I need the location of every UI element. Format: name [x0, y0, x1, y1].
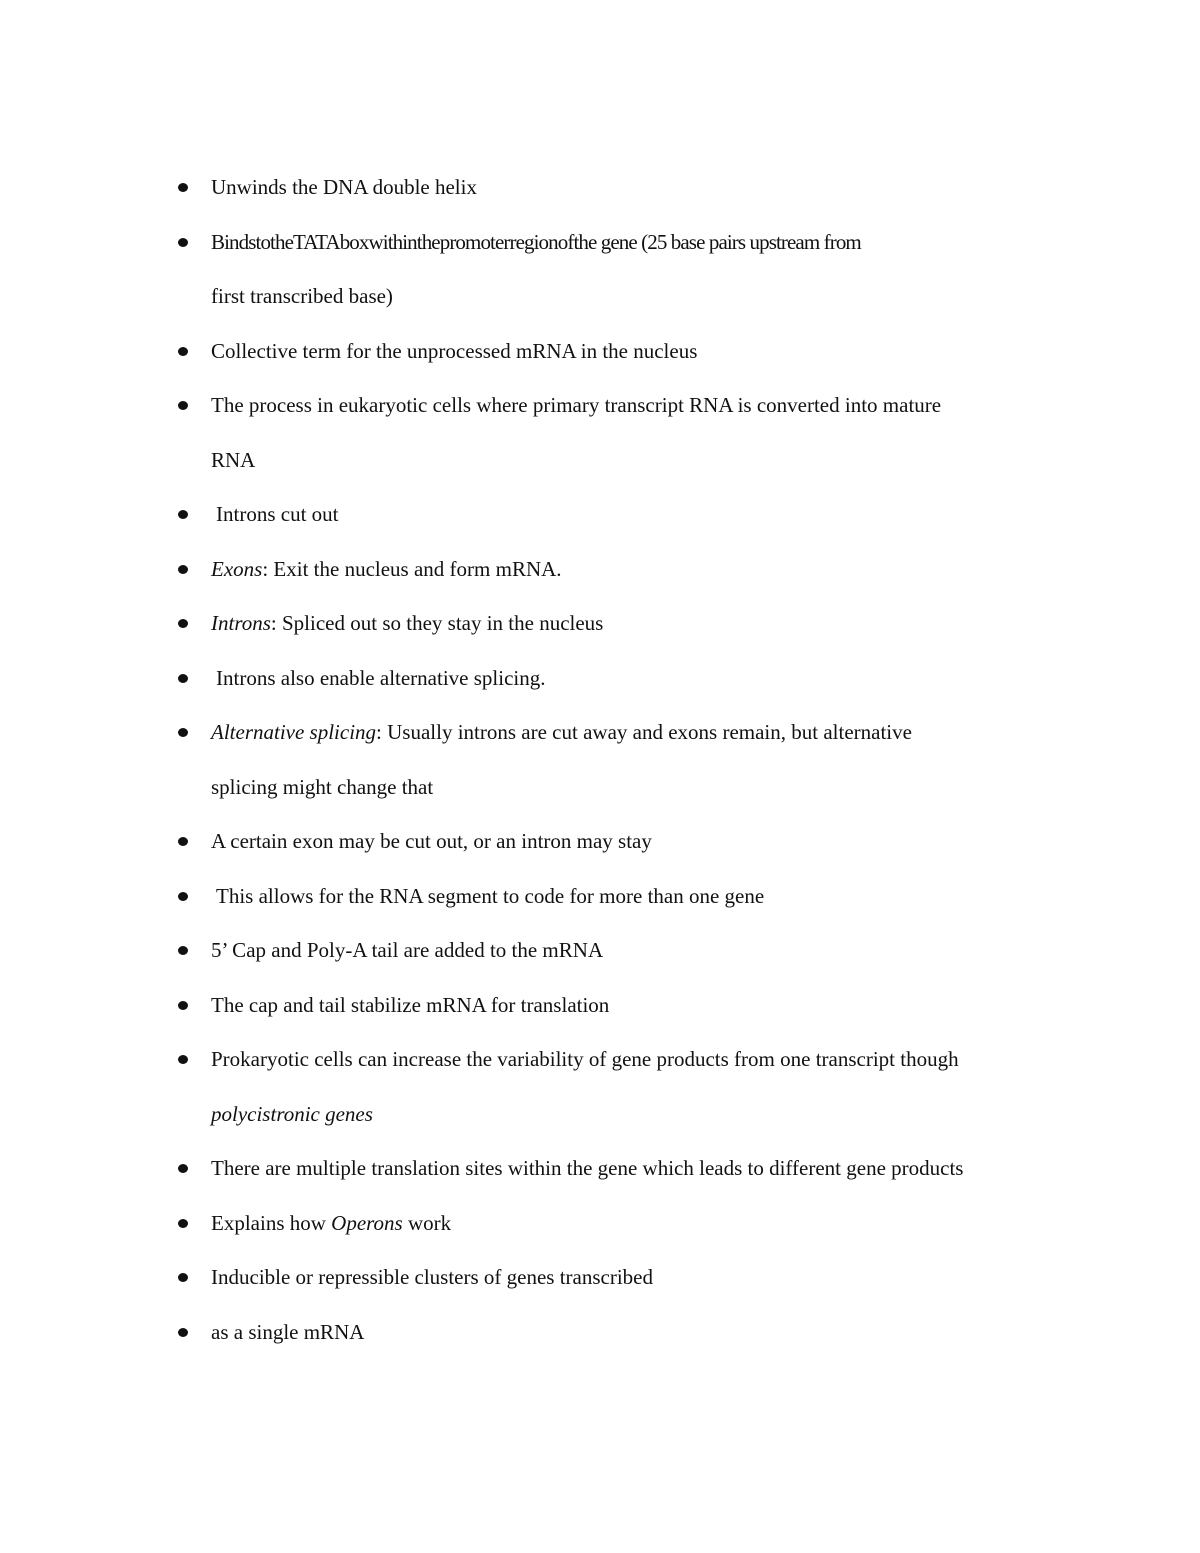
- item-text: The cap and tail stabilize mRNA for translation: [211, 992, 610, 1017]
- bullet-icon: [178, 1055, 188, 1064]
- list-item: [176, 596, 1076, 651]
- item-text: Introns also enable alternative splicing.: [216, 665, 546, 690]
- list-item: [176, 705, 1076, 814]
- item-text-line-1: : Usually introns are cut away and exons remain, but alternative: [376, 720, 912, 744]
- item-text-line-2: polycistronic genes: [211, 1101, 373, 1126]
- bullet-icon: [178, 728, 188, 737]
- list-item: [176, 324, 1076, 379]
- bullet-icon: [178, 1273, 188, 1282]
- bullet-icon: [178, 1219, 188, 1228]
- item-text: 5’ Cap and Poly-A tail are added to the mRNA: [211, 938, 604, 962]
- item-text-line-2: RNA: [211, 447, 256, 472]
- list-item: [176, 923, 1076, 978]
- bullet-icon: [178, 837, 188, 846]
- list-item: [176, 160, 1076, 215]
- item-text: : Spliced out so they stay in the nucleus: [270, 611, 604, 635]
- item-term: Alternative splicing: [211, 720, 377, 744]
- item-text: There are multiple translation sites within the gene which leads to different gene products: [211, 1156, 964, 1180]
- item-text: A certain exon may be cut out, or an intron may stay: [211, 829, 652, 853]
- item-text: Collective term for the unprocessed mRNA in the nucleus: [211, 338, 698, 363]
- bullet-icon: [178, 183, 188, 192]
- item-text-line-2: splicing might change that: [211, 774, 434, 799]
- list-item: [176, 542, 1076, 597]
- list-item: [176, 1196, 1076, 1251]
- bullet-icon: [178, 1164, 188, 1173]
- item-text: Inducible or repressible clusters of genes transcribed: [211, 1265, 654, 1289]
- item-text-line-2: first transcribed base): [211, 284, 393, 308]
- item-text: This allows for the RNA segment to code for more than one gene: [216, 883, 765, 908]
- item-text-prefix: Explains how: [211, 1210, 332, 1235]
- list-item: [176, 1032, 1076, 1141]
- list-item: [176, 1305, 1076, 1360]
- list-item: [176, 869, 1076, 924]
- bullet-icon: [178, 1001, 188, 1010]
- item-term: Operons: [331, 1210, 403, 1235]
- list-item: [176, 487, 1076, 542]
- bullet-icon: [178, 510, 188, 519]
- item-text: Introns cut out: [216, 502, 339, 526]
- item-term: Introns: [211, 611, 271, 635]
- list-item: [176, 1250, 1076, 1305]
- bullet-icon: [178, 238, 188, 247]
- list-item: [176, 978, 1076, 1033]
- bullet-icon: [178, 401, 188, 410]
- bullet-icon: [178, 946, 188, 955]
- bullet-icon: [178, 892, 188, 901]
- item-text: : Exit the nucleus and form mRNA.: [262, 556, 562, 581]
- bullet-list: [176, 160, 1076, 1359]
- list-item: [176, 814, 1076, 869]
- list-item: [176, 215, 1076, 324]
- item-text-line-1: Prokaryotic cells can increase the variability of gene products from one transcript though: [211, 1047, 959, 1071]
- list-item: [176, 1141, 1076, 1196]
- item-text-suffix: work: [402, 1210, 452, 1235]
- bullet-icon: [178, 619, 188, 628]
- item-text: Unwinds the DNA double helix: [211, 175, 477, 199]
- item-text-line-1: BindstotheTATAboxwithinthepromoterregionofthe gene (25 base pairs upstream from: [211, 229, 861, 254]
- bullet-icon: [178, 674, 188, 683]
- item-text: as a single mRNA: [211, 1319, 365, 1344]
- list-item: [176, 378, 1076, 487]
- list-item: [176, 651, 1076, 706]
- item-term: Exons: [211, 556, 263, 581]
- bullet-icon: [178, 347, 188, 356]
- bullet-icon: [178, 565, 188, 574]
- bullet-icon: [178, 1328, 188, 1337]
- item-text-line-1: The process in eukaryotic cells where primary transcript RNA is converted into mature: [211, 393, 942, 417]
